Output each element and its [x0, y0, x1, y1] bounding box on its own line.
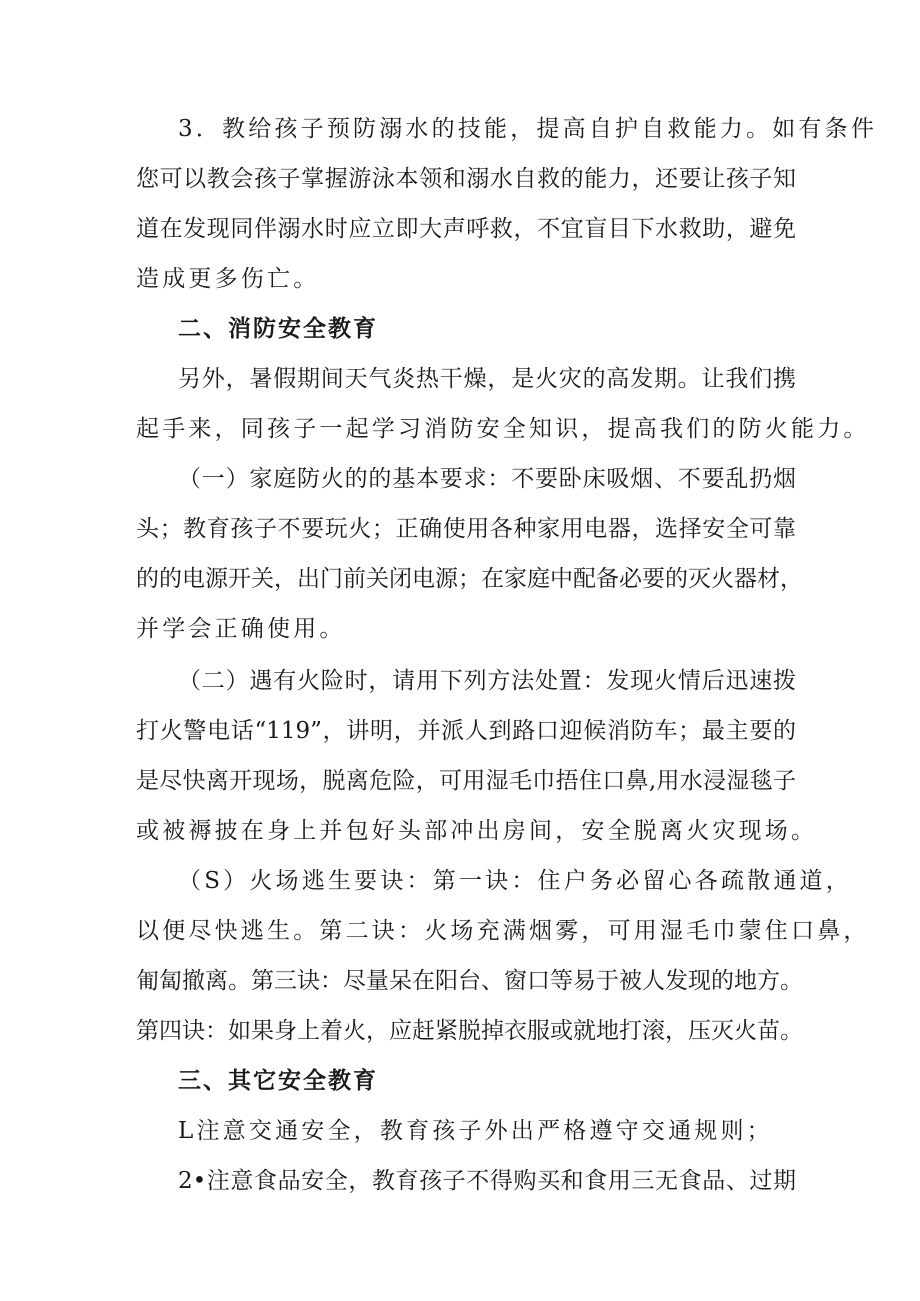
- paragraph-line: 或被褥披在身上并包好头部冲出房间，安全脱离火灾现场。: [136, 818, 818, 844]
- paragraph-line: 头；教育孩子不要玩火；正确使用各种家用电器，选择安全可靠: [136, 516, 796, 542]
- paragraph-line: 匍匐撤离。第三诀：尽量呆在阳台、窗口等易于被人发现的地方。: [136, 968, 803, 994]
- paragraph-line: 造成更多伤亡。: [136, 266, 320, 292]
- paragraph-line: 您可以教会孩子掌握游泳本领和溺水自救的能力，还要让孩子知: [136, 166, 796, 192]
- paragraph-line: 第四诀：如果身上着火，应赶紧脱掉衣服或就地打滚，压灭火苗。: [136, 1018, 803, 1044]
- paragraph-line: 打火警电话“119”，讲明，并派人到路口迎候消防车；最主要的: [136, 718, 796, 744]
- paragraph-line: （二）遇有火险时，请用下列方法处置：发现火情后迅速拨: [178, 668, 796, 694]
- paragraph-line: （一）家庭防火的的基本要求：不要卧床吸烟、不要乱扔烟: [178, 466, 796, 492]
- paragraph-line: 并学会正确使用。: [136, 616, 346, 642]
- paragraph-line: L注意交通安全，教育孩子外出严格遵守交通规则；: [178, 1118, 773, 1144]
- paragraph-line: 的的电源开关，出门前关闭电源；在家庭中配备必要的灭火器材，: [136, 566, 803, 592]
- paragraph-line: 3．教给孩子预防溺水的技能，提高自护自救能力。如有条件: [178, 116, 878, 142]
- paragraph-line: （S）火场逃生要诀：第一诀：住户务必留心各疏散通道，: [178, 868, 852, 894]
- paragraph-line: 2•注意食品安全，教育孩子不得购买和食用三无食品、过期: [178, 1168, 796, 1194]
- paragraph-line: 以便尽快逃生。第二诀：火场充满烟雾，可用湿毛巾蒙住口鼻，: [136, 918, 870, 944]
- paragraph-line: 道在发现同伴溺水时应立即大声呼救，不宜盲目下水救助，避免: [136, 216, 796, 242]
- paragraph-line: 起手来，同孩子一起学习消防安全知识，提高我们的防火能力。: [136, 416, 870, 442]
- paragraph-line: 是尽快离开现场，脱离危险，可用湿毛巾捂住口鼻,用水浸湿毯子: [136, 768, 796, 794]
- section-heading: 二、消防安全教育: [178, 316, 378, 342]
- paragraph-line: 另外，暑假期间天气炎热干燥，是火灾的高发期。让我们携: [178, 366, 796, 392]
- section-heading: 三、其它安全教育: [178, 1068, 378, 1094]
